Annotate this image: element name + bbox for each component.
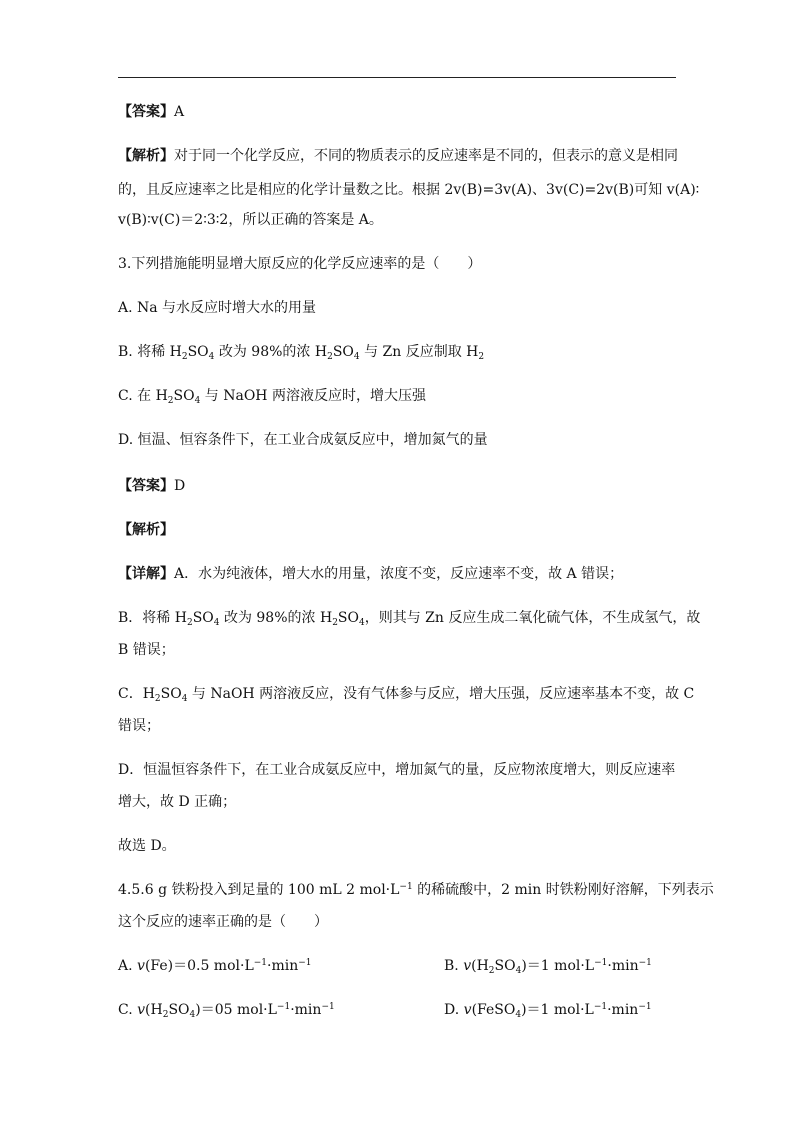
q2-analysis-line-2: 的，且反应速率之比是相应的化学计量数之比。根据 2v(B)=3v(A)、3v(C)=2v(B)可知 v(A)∶ [118, 182, 700, 198]
rate-symbol: v [137, 958, 145, 974]
superscript: −1 [253, 958, 268, 968]
subscript: 4 [353, 352, 360, 362]
q3-detail-b-line-2: B 错误； [118, 642, 175, 658]
text: )＝1 mol·L [521, 1002, 594, 1018]
q3-option-c [118, 386, 426, 406]
analysis-tag: 【解析】 [118, 148, 174, 164]
q3-analysis-tag: 【解析】 [118, 522, 174, 538]
subscript: 2 [162, 1010, 169, 1020]
superscript: −1 [276, 1002, 291, 1012]
q4-option-b [444, 956, 652, 976]
subscript: 4 [208, 352, 215, 362]
text: C. [118, 1002, 138, 1018]
text: ·min [290, 1002, 322, 1018]
text: ·min [607, 1002, 639, 1018]
text: (FeSO [471, 1002, 516, 1018]
text: SO [168, 1002, 190, 1018]
answer-value: D [174, 478, 186, 494]
superscript: −1 [594, 958, 608, 968]
text: ·min [607, 958, 639, 974]
text: (H [145, 1002, 163, 1018]
rate-symbol: v [137, 1002, 146, 1018]
subscript: 4 [213, 618, 220, 628]
q3-detail-c-line-2: 错误； [118, 718, 160, 734]
header-rule [118, 77, 676, 78]
subscript: 2 [167, 396, 174, 406]
superscript: −1 [321, 1002, 335, 1012]
subscript: 2 [154, 694, 161, 704]
subscript: 2 [488, 966, 495, 976]
subscript: 2 [327, 352, 333, 362]
superscript: −1 [638, 1002, 652, 1012]
q2-analysis-line-1 [118, 146, 678, 166]
subscript: 2 [478, 352, 485, 362]
text: SO [337, 610, 359, 626]
subscript: 4 [194, 396, 201, 406]
q3-stem: 3.下列措施能明显增大原反应的化学反应速率的是（ ） [118, 256, 482, 272]
superscript: −1 [593, 1002, 608, 1012]
detail-text: A．水为纯液体，增大水的用量，浓度不变，反应速率不变，故 A 错误； [174, 566, 624, 582]
q3-detail-a [118, 564, 623, 584]
q3-option-a: A. Na 与水反应时增大水的用量 [118, 300, 317, 316]
subscript: 4 [359, 618, 365, 628]
text: (H [471, 958, 489, 974]
answer-value: A [174, 104, 185, 120]
answer-tag: 【答案】 [118, 104, 174, 120]
subscript: 2 [186, 618, 193, 628]
q3-answer [118, 476, 185, 496]
superscript: −1 [399, 882, 413, 892]
text: )＝05 mol·L [195, 1002, 277, 1018]
text: 4.5.6 g 铁粉投入到足量的 100 mL 2 mol·L [118, 882, 400, 898]
subscript: 4 [181, 694, 188, 704]
subscript: 4 [189, 1010, 196, 1020]
subscript: 2 [332, 618, 338, 628]
text: 与 NaOH 两溶液反应，没有气体参与反应，增大压强，反应速率基本不变，故 C [187, 686, 695, 702]
text: A. [118, 958, 138, 974]
superscript: −1 [298, 958, 312, 968]
text: 改为 98%的浓 H [219, 610, 333, 626]
q2-answer [118, 102, 184, 122]
text: SO [494, 958, 516, 974]
q3-detail-b-line-1 [118, 608, 700, 628]
text: SO [332, 344, 354, 360]
text: SO [160, 686, 182, 702]
text: D. [444, 1002, 464, 1018]
q3-detail-d-line-2: 增大，故 D 正确； [118, 794, 237, 810]
text: 与 NaOH 两溶液反应时，增大压强 [200, 388, 426, 404]
text: (Fe)＝0.5 mol·L [144, 958, 254, 974]
subscript: 2 [181, 352, 188, 362]
text: SO [187, 344, 209, 360]
text: B. 将稀 H [118, 344, 182, 360]
rate-symbol: v [463, 1002, 472, 1018]
answer-tag: 【答案】 [118, 478, 174, 494]
text: 改为 98%的浓 H [214, 344, 328, 360]
text: )＝1 mol·L [521, 958, 595, 974]
q4-option-d [444, 1000, 652, 1020]
text: C. 在 H [118, 388, 168, 404]
subscript: 4 [515, 1010, 522, 1020]
q2-analysis-line-3: v(B)∶v(C)＝2∶3∶2，所以正确的答案是 A。 [118, 212, 383, 228]
rate-symbol: v [463, 958, 472, 974]
text: 的稀硫酸中，2 min 时铁粉刚好溶解，下列表示 [412, 882, 714, 898]
q4-stem-line-2: 这个反应的速率正确的是（ ） [118, 914, 328, 930]
text: B. [444, 958, 464, 974]
q4-option-a [118, 956, 312, 976]
superscript: −1 [638, 958, 652, 968]
q3-conclusion: 故选 D。 [118, 838, 176, 854]
q4-stem-line-1 [118, 880, 714, 900]
text: SO [192, 610, 214, 626]
analysis-text: 对于同一个化学反应，不同的物质表示的反应速率是不同的，但表示的意义是相同 [174, 148, 678, 164]
q3-option-b [118, 342, 484, 362]
text: ，则其与 Zn 反应生成二氧化硫气体，不生成氢气，故 [364, 610, 701, 626]
q4-option-c [118, 1000, 335, 1020]
text: SO [173, 388, 195, 404]
text: ·min [267, 958, 299, 974]
text: B．将稀 H [118, 610, 187, 626]
subscript: 4 [515, 966, 522, 976]
q3-detail-d-line-1: D．恒温恒容条件下，在工业合成氨反应中，增加氮气的量，反应物浓度增大，则反应速率 [118, 762, 676, 778]
text: 与 Zn 反应制取 H [359, 344, 479, 360]
q3-detail-c-line-1 [118, 684, 694, 704]
detail-tag: 【详解】 [118, 566, 174, 582]
text: C．H [118, 686, 155, 702]
q3-option-d: D. 恒温、恒容条件下，在工业合成氨反应中，增加氮气的量 [118, 432, 488, 448]
